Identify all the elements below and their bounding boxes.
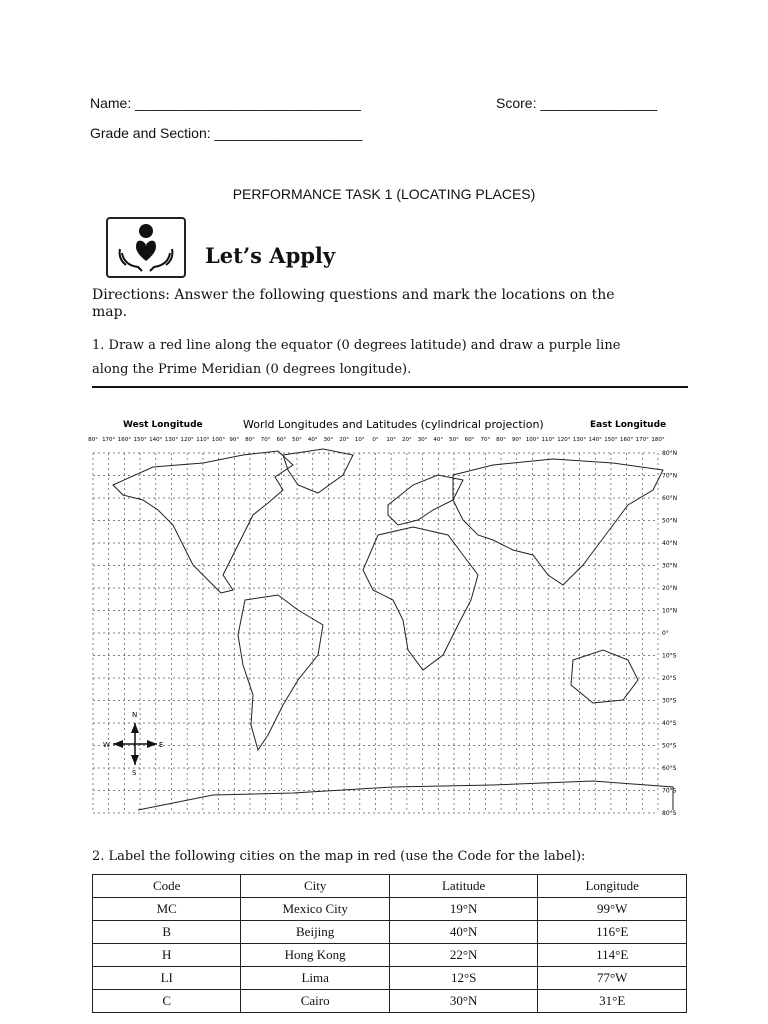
compass-south: S [132,769,137,777]
cell-city: Beijing [241,921,389,944]
longitude-label: 70° [260,437,271,443]
page-title: PERFORMANCE TASK 1 (LOCATING PLACES) [232,186,536,202]
longitude-label: 110° [541,437,555,443]
latitude-label: 30°N [662,562,678,570]
longitude-label: 130° [164,437,179,443]
grade-section-label: Grade and Section: ___________________ [90,125,363,141]
compass-north: N [132,711,138,719]
latitude-label: 0° [662,630,669,637]
longitude-label: 160° [117,437,132,443]
longitude-label: 160° [619,437,634,443]
east-longitude-label: East Longitude [590,420,667,430]
cell-latitude: 22°N [389,944,538,967]
longitude-label: 100° [525,437,540,443]
cell-city: Cairo [241,990,389,1013]
longitude-label: 150° [604,437,618,443]
cell-latitude: 40°N [389,921,538,944]
latitude-label: 40°N [662,540,678,547]
latitude-label: 80°S [662,810,677,817]
cell-code: H [93,944,241,967]
longitude-label: 120° [557,437,571,443]
cell-city: Hong Kong [241,944,389,967]
header-code: Code [93,875,241,898]
latitude-label: 20°S [662,675,677,682]
longitude-label: 20° [402,437,412,443]
continent-outlines [113,449,673,810]
question-1-line-1: 1. Draw a red line along the equator (0 degrees latitude) and draw a purple line [92,338,621,353]
latitude-label: 20°N [662,585,678,592]
question-1-line-2: along the Prime Meridian (0 degrees longitude). [92,362,412,377]
compass-rose [103,711,163,777]
header-longitude: Longitude [538,875,687,898]
longitude-label: 40° [433,437,444,443]
longitude-label: 180° [651,437,665,443]
longitude-label: 60° [464,437,475,443]
longitude-label: 30° [417,437,428,443]
question-2: 2. Label the following cities on the map in red (use the Code for the label): [92,849,586,864]
longitude-label: 50° [292,437,302,443]
cell-longitude: 31°E [538,990,687,1013]
latitude-label: 80°N [662,450,678,457]
table-row [93,990,687,1013]
cell-code: B [93,921,241,944]
table-row [93,967,687,990]
cell-longitude: 99°W [538,898,687,921]
longitude-label: 60° [276,437,287,443]
longitude-label: 80° [88,437,98,443]
latitude-label: 60°N [662,495,678,502]
latitude-label: 40°S [662,720,677,727]
table-header-row [93,875,687,898]
cell-city: Lima [241,967,389,990]
longitude-label: 140° [588,437,602,443]
latitude-label: 50°N [662,517,678,525]
compass-west: W [103,741,110,749]
cell-code: C [93,990,241,1013]
longitude-label: 20° [339,437,349,443]
latitude-label: 70°S [662,787,677,795]
longitude-label: 90° [511,437,522,443]
name-field-label: Name: _____________________________ [90,95,361,111]
compass-east: E [159,741,164,749]
lets-apply-logo [106,217,186,278]
longitude-label: 80° [245,437,255,443]
longitude-label: 40° [307,437,318,443]
longitude-label: 110° [196,437,210,443]
longitude-label: 100° [211,437,226,443]
header-city: City [241,875,389,898]
longitude-label: 120° [180,437,194,443]
longitude-label: 80° [496,437,506,443]
latitude-label: 10°N [662,607,678,615]
cell-latitude: 12°S [389,967,538,990]
latitude-label: 60°S [662,765,677,772]
longitude-label: 0° [372,437,379,443]
cell-longitude: 116°E [538,921,687,944]
longitude-label: 30° [323,437,334,443]
cell-city: Mexico City [241,898,389,921]
cell-longitude: 77°W [538,967,687,990]
directions-text-1: Directions: Answer the following questions and mark the locations on the [92,287,615,303]
latitude-label: 70°N [662,472,678,480]
longitude-label: 170° [635,437,649,443]
table-row [93,921,687,944]
cell-code: MC [93,898,241,921]
longitude-label: 10° [354,437,365,443]
cities-table [92,874,687,1013]
divider [92,386,688,388]
longitude-label: 90° [229,437,240,443]
score-field-label: Score: _______________ [496,95,658,111]
lets-apply-heading: Let’s Apply [205,243,336,268]
cell-latitude: 19°N [389,898,538,921]
longitude-label: 150° [133,437,147,443]
latitude-label: 10°S [662,652,677,660]
longitude-label: 70° [480,437,491,443]
map-title: World Longitudes and Latitudes (cylindrical projection) [243,418,544,431]
longitude-label: 130° [572,437,587,443]
cell-longitude: 114°E [538,944,687,967]
longitude-label: 140° [149,437,163,443]
table-row [93,944,687,967]
cell-latitude: 30°N [389,990,538,1013]
longitude-label: 50° [449,437,459,443]
header-latitude: Latitude [389,875,538,898]
hands-heart-icon [108,219,184,276]
latitude-label: 30°S [662,697,677,705]
longitude-label: 10° [386,437,397,443]
world-map [88,415,693,820]
table-row [93,898,687,921]
longitude-label: 170° [102,437,116,443]
cell-code: LI [93,967,241,990]
directions-text-2: map. [92,304,128,320]
latitude-label: 50°S [662,742,677,750]
west-longitude-label: West Longitude [123,420,203,430]
